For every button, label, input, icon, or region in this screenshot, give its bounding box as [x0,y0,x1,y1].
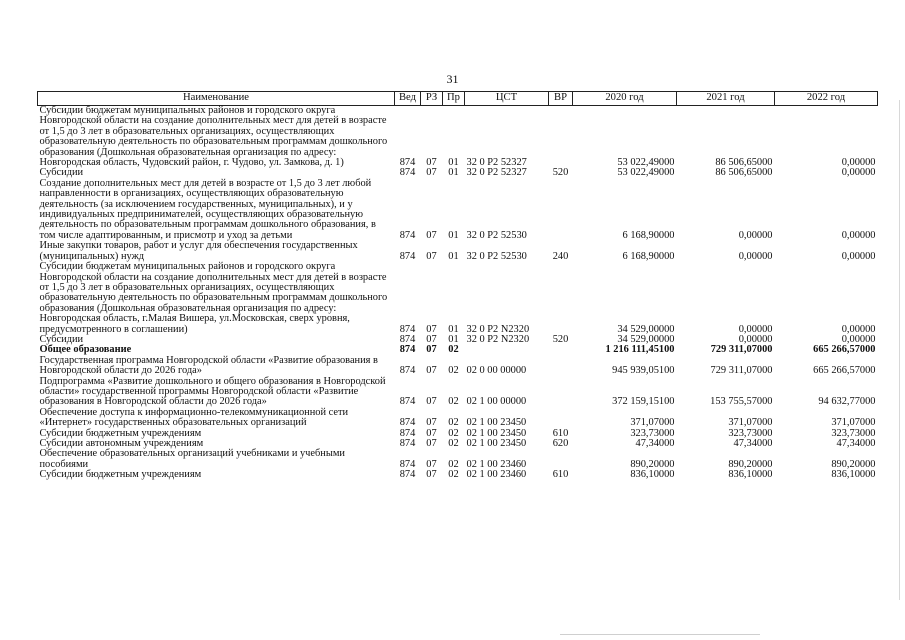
table-row [38,106,878,169]
cell-ved: 874 [399,167,416,179]
cell-ved: 874 [399,469,416,481]
cell-vr: 520 [552,333,569,345]
table-row [38,179,878,241]
cell-rz: 07 [426,396,437,408]
cell-name: Обеспечение образовательных организаций учебниками и учебными пособиями [39,448,345,470]
cell-pr: 02 [448,458,459,470]
cell-name: Субсидии бюджетным учреждениям [39,469,202,481]
cell-pr: 01 [448,157,459,169]
scan-edge-mark [899,100,900,600]
cell-ved: 874 [399,458,416,470]
cell-2021: 86 506,65000 [715,157,773,169]
header-vr: ВР [549,92,573,106]
cell-name: Субсидии автономным учреждениям [39,438,204,449]
table-row [38,377,878,408]
cell-rz: 07 [426,323,437,335]
cell-pr: 02 [448,344,459,356]
header-2020: 2020 год [573,92,677,106]
cell-vr [549,345,573,355]
header-pr: Пр [443,92,465,106]
cell-2021: 86 506,65000 [715,167,773,179]
cell-cst: 02 1 00 23450 [466,438,527,449]
cell-vr [549,356,573,377]
cell-cst: 02 1 00 23460 [466,458,527,470]
cell-ved: 874 [399,229,416,241]
cell-cst: 32 0 P2 52530 [466,229,527,241]
cell-2020: 323,73000 [630,427,675,439]
cell-cst: 32 0 P2 N2320 [466,323,530,335]
cell-rz: 07 [426,458,437,470]
cell-2021: 0,00000 [738,250,773,262]
cell-cst: 32 0 P2 52327 [466,157,527,169]
cell-2021: 729 311,07000 [710,365,773,377]
table-header-row [38,92,878,106]
cell-2020: 53 022,49000 [617,157,675,169]
cell-cst: 32 0 P2 52530 [466,250,527,262]
cell-2020: 371,07000 [630,417,675,429]
cell-vr: 610 [552,427,569,439]
cell-pr: 01 [448,229,459,241]
cell-name: Субсидии бюджетным учреждениям [39,427,202,439]
cell-2020: 47,34000 [635,438,675,449]
cell-name: Создание дополнительных мест для детей в возрасте от 1,5 до 3 лет любой направленности в организациях, осуществляющих образовательную деятельность (за исключением государственных, муниципальных), и у индивидуальных предпринимателей, осуществляющих образовательную деятельность по образовательным программам дошкольного образования, в том числе адаптированным, и присмотр и уход за детьми [39,177,376,241]
cell-pr: 02 [448,438,459,449]
cell-name: Субсидии бюджетам муниципальных районов и городского округа Новгородской области на создание дополнительных мест для детей в возрасте от 1,5 до 3 лет в образовательных организациях, осуществляющих образовательную деятельность по образовательным программам дошкольного образования (Дошкольная образовательная организация по адресу: Новгородская область, Чудовский район, г. Чудово, ул. Замкова, д. 1) [39,105,388,169]
cell-2022: 665 266,57000 [813,344,876,356]
cell-2022: 47,34000 [836,438,876,449]
cell-rz: 07 [426,344,437,356]
cell-rz: 07 [426,427,437,439]
cell-2020: 34 529,00000 [617,333,675,345]
cell-2021: 0,00000 [738,229,773,241]
cell-2021: 890,20000 [728,458,773,470]
cell-name: Иные закупки товаров, работ и услуг для обеспечения государственных (муниципальных) нужд [39,240,358,262]
cell-cst: 02 1 00 23450 [466,417,527,429]
cell-vr: 610 [552,469,569,481]
cell-name: Субсидии бюджетам муниципальных районов и городского округа Новгородской области на создание дополнительных мест для детей в возрасте от 1,5 до 3 лет в образовательных организациях, осуществляющих образовательную деятельность по образовательным программам дошкольного образования (Дошкольная образовательная организация по адресу: Новгородская область, г.Малая Вишера, ул.Московская, сверх уровня, предусмотренного в соглашении) [39,261,388,335]
cell-pr: 01 [448,250,459,262]
cell-ved: 874 [399,344,416,356]
header-name: Наименование [38,92,395,106]
cell-2022: 0,00000 [841,323,876,335]
cell-rz: 07 [426,157,437,169]
cell-2022: 0,00000 [841,333,876,345]
cell-2022: 0,00000 [841,250,876,262]
cell-vr: 520 [552,167,569,179]
cell-cst: 02 1 00 23450 [466,427,527,439]
cell-cst: 02 0 00 00000 [466,365,527,377]
cell-vr [549,377,573,408]
cell-rz: 07 [426,333,437,345]
header-2021: 2021 год [677,92,775,106]
cell-name: Субсидии [39,167,84,179]
cell-2022: 890,20000 [831,458,876,470]
cell-rz: 07 [426,438,437,449]
cell-2020: 1 216 111,45100 [605,344,675,356]
cell-ved: 874 [399,427,416,439]
cell-2021: 0,00000 [738,333,773,345]
cell-name: Общее образование [39,344,132,356]
cell-ved: 874 [399,250,416,262]
cell-cst: 32 0 P2 N2320 [466,333,530,345]
cell-2022: 0,00000 [841,229,876,241]
cell-name: Обеспечение доступа к информационно-телекоммуникационной сети «Интернет» государственных образовательных организаций [39,406,349,429]
cell-pr: 02 [448,365,459,377]
cell-pr: 02 [448,427,459,439]
cell-rz: 07 [426,365,437,377]
budget-table [37,91,878,481]
cell-2022: 0,00000 [841,157,876,169]
cell-ved: 874 [399,396,416,408]
cell-rz: 07 [426,469,437,481]
header-cst: ЦСТ [465,92,549,106]
page-number: 31 [446,72,459,86]
cell-pr: 02 [448,469,459,481]
header-ved: Вед [395,92,421,106]
cell-2020: 890,20000 [630,458,675,470]
cell-rz: 07 [426,417,437,429]
cell-cst: 32 0 P2 52327 [466,167,527,179]
cell-2022: 0,00000 [841,167,876,179]
cell-ved: 874 [399,333,416,345]
cell-2022: 323,73000 [831,427,876,439]
header-rz: РЗ [421,92,443,106]
table-row [38,470,878,480]
cell-cst: 02 1 00 00000 [466,396,527,408]
cell-2020: 6 168,90000 [622,250,675,262]
cell-ved: 874 [399,417,416,429]
cell-pr: 01 [448,167,459,179]
cell-pr: 02 [448,396,459,408]
cell-vr [549,262,573,335]
table-row [38,241,878,262]
table-row [38,356,878,377]
cell-2022: 371,07000 [831,417,876,429]
scan-bottom-mark [560,634,760,635]
cell-name: Подпрограмма «Развитие дошкольного и общего образования в Новгородской области» государственной программы Новгородской области «Развитие образования в Новгородской области до 2026 года» [39,375,386,408]
cell-ved: 874 [399,438,416,449]
table-row [38,408,878,429]
cell-vr: 620 [552,438,569,449]
cell-cst: 02 1 00 23460 [466,469,527,481]
cell-2020: 53 022,49000 [617,167,675,179]
cell-2021: 153 755,57000 [710,396,773,408]
cell-vr [549,408,573,429]
cell-2021: 836,10000 [728,469,773,481]
cell-2020: 945 939,05100 [612,365,675,377]
cell-rz: 07 [426,167,437,179]
cell-ved: 874 [399,365,416,377]
cell-rz: 07 [426,250,437,262]
cell-name: Субсидии [39,333,84,345]
cell-2020: 836,10000 [630,469,675,481]
cell-2022: 836,10000 [831,469,876,481]
cell-2022: 94 632,77000 [818,396,876,408]
cell-ved: 874 [399,323,416,335]
table-row [38,262,878,335]
table-body [38,106,878,481]
cell-pr: 02 [448,417,459,429]
cell-2021: 729 311,07000 [710,344,773,356]
cell-2020: 34 529,00000 [617,323,675,335]
cell-rz: 07 [426,229,437,241]
cell-vr: 240 [552,250,569,262]
header-2022: 2022 год [775,92,878,106]
cell-2021: 323,73000 [728,427,773,439]
cell-pr: 01 [448,323,459,335]
cell-2020: 372 159,15100 [612,396,675,408]
cell-pr: 01 [448,333,459,345]
cell-name: Государственная программа Новгородской области «Развитие образования в Новгородской области до 2026 года» [39,354,378,377]
cell-2021: 47,34000 [733,438,773,449]
cell-2022: 665 266,57000 [813,365,876,377]
cell-2021: 371,07000 [728,417,773,429]
cell-vr [549,106,573,169]
cell-vr [549,179,573,241]
cell-2020: 6 168,90000 [622,229,675,241]
cell-2021: 0,00000 [738,323,773,335]
cell-ved: 874 [399,157,416,169]
cell-vr [549,449,573,470]
cell-cst [465,345,549,355]
table-row [38,449,878,470]
